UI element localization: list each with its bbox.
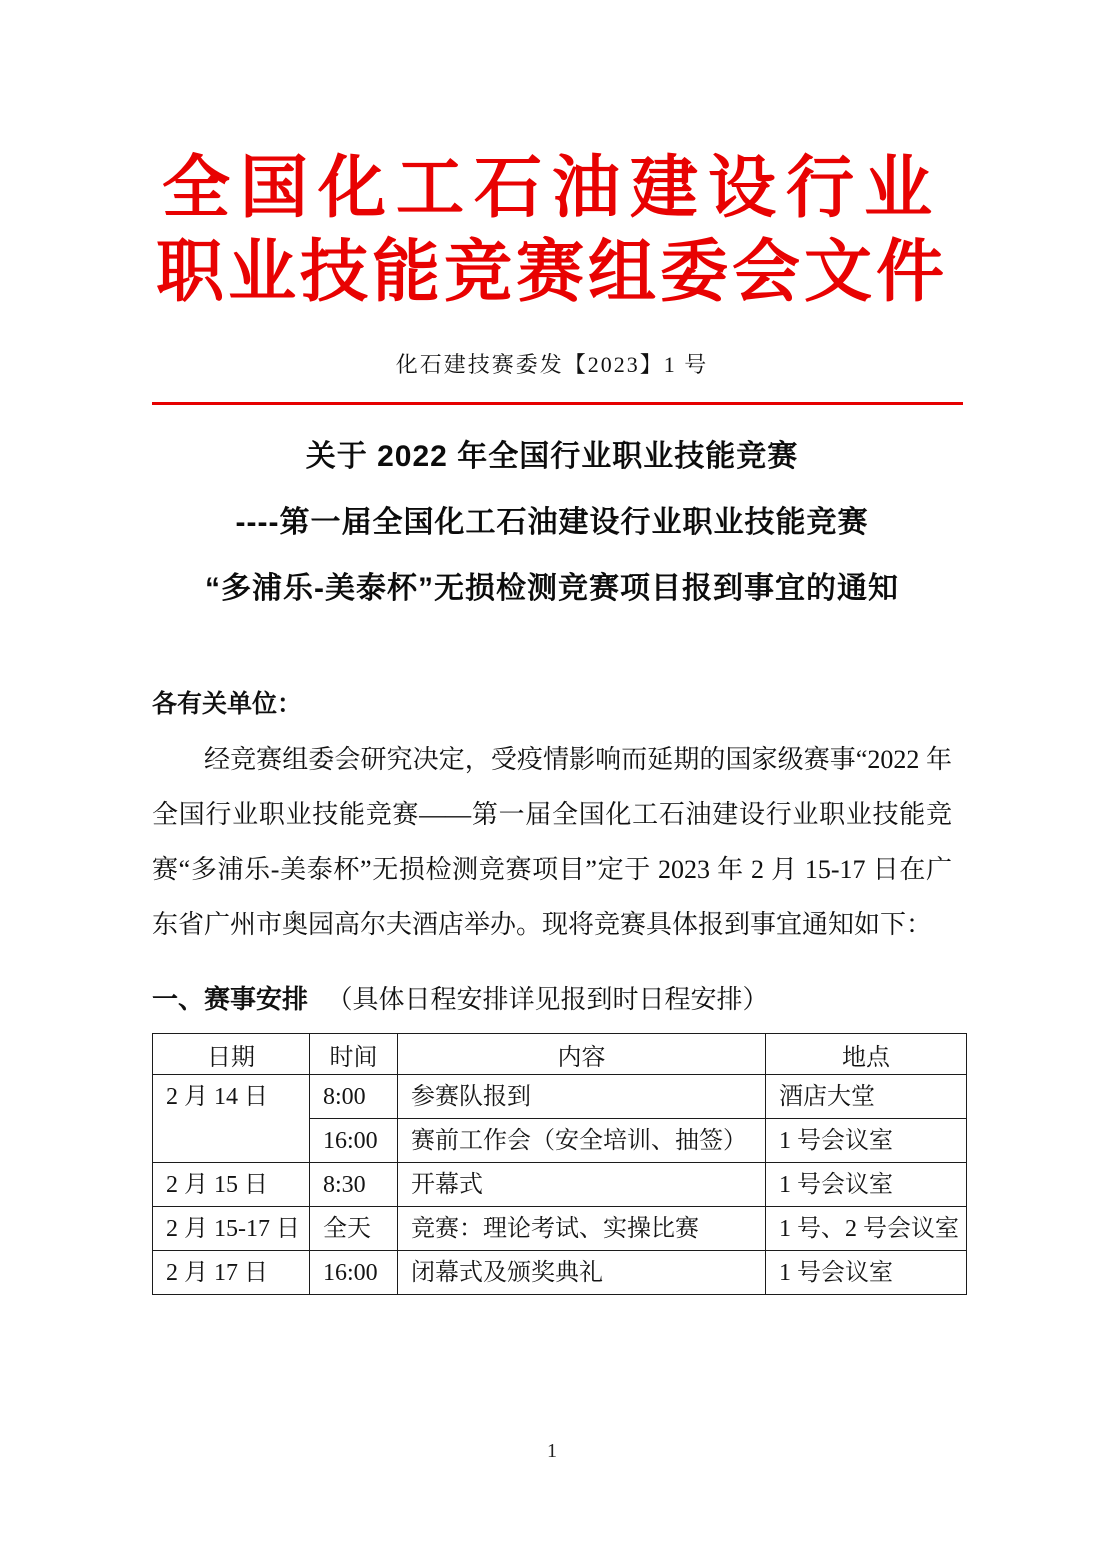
- table-row: [153, 1207, 967, 1251]
- table-cell-time: 全天: [310, 1207, 398, 1251]
- table-cell-place: 1 号会议室: [766, 1163, 967, 1207]
- letterhead-line-2: 职业技能竞赛组委会文件: [155, 234, 948, 310]
- letterhead: [0, 0, 1104, 314]
- table-cell-date: 2 月 15 日: [153, 1163, 310, 1207]
- table-cell-date: 2 月 17 日: [153, 1251, 310, 1295]
- body-paragraph: 经竞赛组委会研究决定，受疫情影响而延期的国家级赛事“2022 年全国行业职业技能竞赛——第一届全国化工石油建设行业职业技能竞赛“多浦乐-美泰杯”无损检测竞赛项目”定于 2023 年 2 月 15-17 日在广东省广州市奥园高尔夫酒店举办。现将竞赛具体报到事宜通知如下：: [152, 745, 952, 939]
- table-cell-content: 开幕式: [398, 1163, 766, 1207]
- header-cell-time: 时间: [310, 1034, 398, 1075]
- header-cell-content: 内容: [398, 1034, 766, 1075]
- document-body: [152, 677, 959, 1295]
- table-cell-date: 2 月 14 日: [153, 1075, 310, 1163]
- table-cell-content: 闭幕式及颁奖典礼: [398, 1251, 766, 1295]
- table-cell-place: 酒店大堂: [766, 1075, 967, 1119]
- schedule-table-body: [153, 1075, 967, 1295]
- header-cell-place: 地点: [766, 1034, 967, 1075]
- section-heading-note: （具体日程安排详见报到时日程安排）: [326, 985, 769, 1014]
- table-cell-time: 16:00: [310, 1251, 398, 1295]
- table-cell-content: 参赛队报到: [398, 1075, 766, 1119]
- notice-title: [0, 435, 1104, 611]
- table-cell-place: 1 号会议室: [766, 1119, 967, 1163]
- table-row: [153, 1075, 967, 1119]
- title-line-3: “多浦乐-美泰杯”无损检测竞赛项目报到事宜的通知: [205, 572, 899, 605]
- red-divider: [152, 402, 963, 405]
- section-heading: [152, 972, 952, 1027]
- header-cell-date: 日期: [153, 1034, 310, 1075]
- table-cell-place: 1 号、2 号会议室: [766, 1207, 967, 1251]
- table-cell-time: 16:00: [310, 1119, 398, 1163]
- table-header-row: [153, 1034, 967, 1075]
- table-row: [153, 1163, 967, 1207]
- schedule-table-header: [153, 1034, 967, 1075]
- title-line-1: 关于 2022 年全国行业职业技能竞赛: [305, 440, 799, 473]
- table-row: [153, 1251, 967, 1295]
- salutation: 各有关单位：: [152, 690, 303, 718]
- table-cell-time: 8:00: [310, 1075, 398, 1119]
- letterhead-line-1: 全国化工石油建设行业: [161, 150, 942, 226]
- page-number: 1: [547, 1440, 557, 1462]
- schedule-table: [152, 1033, 967, 1295]
- table-cell-place: 1 号会议室: [766, 1251, 967, 1295]
- section-heading-label: 一、赛事安排: [152, 985, 309, 1014]
- table-cell-date: 2 月 15-17 日: [153, 1207, 310, 1251]
- title-line-2: ----第一届全国化工石油建设行业职业技能竞赛: [235, 506, 869, 539]
- table-cell-content: 赛前工作会（安全培训、抽签）: [398, 1119, 766, 1163]
- table-cell-time: 8:30: [310, 1163, 398, 1207]
- table-cell-content: 竞赛：理论考试、实操比赛: [398, 1207, 766, 1251]
- document-number: 化石建技赛委发【2023】1 号: [395, 352, 709, 377]
